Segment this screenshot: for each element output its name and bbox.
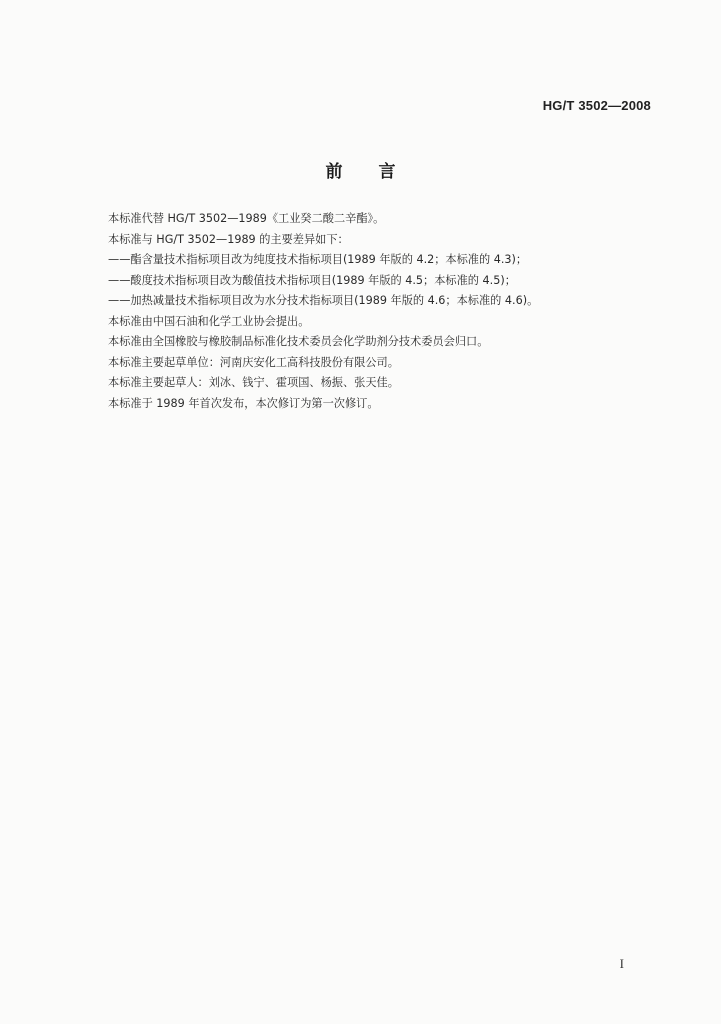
paragraph-line: ——酯含量技术指标项目改为纯度技术指标项目(1989 年版的 4.2；本标准的 4.3)； [108,253,528,266]
paragraph-line: 本标准主要起草人：刘冰、钱宁、霍项国、杨振、张天佳。 [108,376,399,389]
page-number: I [619,956,624,971]
paragraph-line: ——加热减量技术指标项目改为水分技术指标项目(1989 年版的 4.6；本标准的 4.6)。 [108,294,539,307]
paragraph-line: 本标准代替 HG/T 3502—1989《工业癸二酸二辛酯》。 [108,212,385,225]
paragraph-line: 本标准由全国橡胶与橡胶制品标准化技术委员会化学助剂分技术委员会归口。 [108,335,489,348]
paragraph-line: 本标准与 HG/T 3502—1989 的主要差异如下： [108,232,349,246]
paragraph-line: ——酸度技术指标项目改为酸值技术指标项目(1989 年版的 4.5；本标准的 4.5)； [108,273,516,287]
paragraph-line: 本标准由中国石油和化学工业协会提出。 [108,314,310,328]
paragraph-line: 本标准于 1989 年首次发布，本次修订为第一次修订。 [108,396,379,410]
paragraph-line: 本标准主要起草单位：河南庆安化工高科技股份有限公司。 [108,355,399,369]
foreword-body [108,209,668,414]
standard-code: HG/T 3502—2008 [542,98,651,113]
page-title: 前言 [325,162,432,182]
